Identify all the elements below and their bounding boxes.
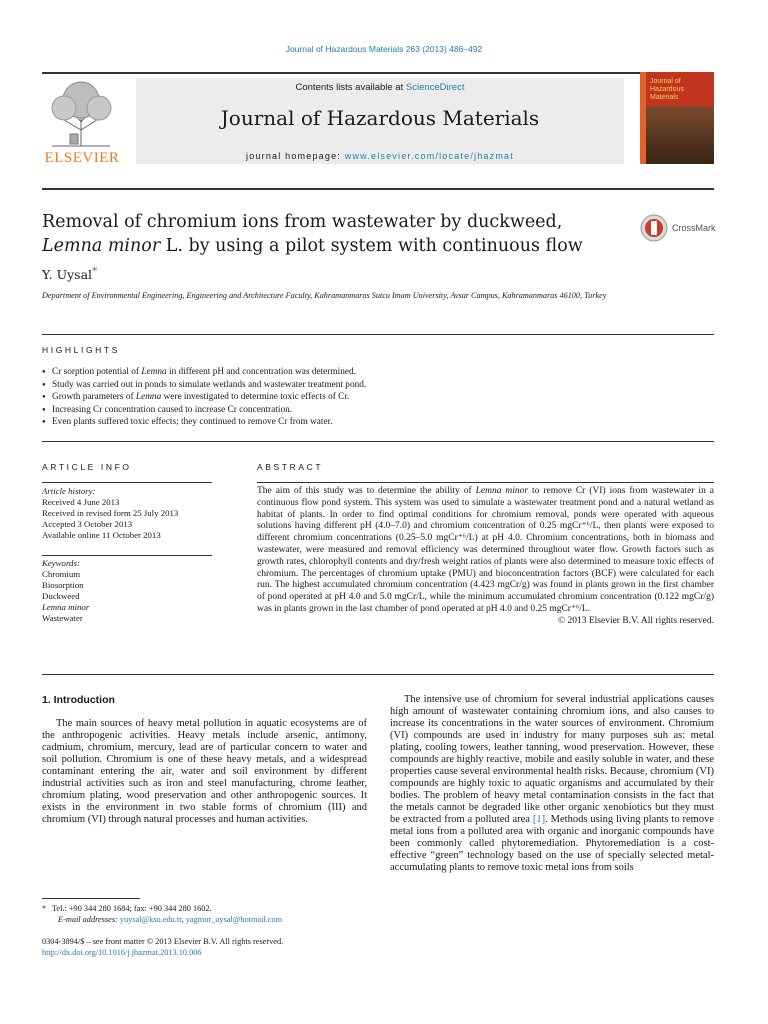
abstract-text: The aim of this study was to determine the ability of Lemna minor to remove Cr (VI) ions from wastewater in a continuous flow pond system. This system was used to simulate a wastewater treatment pond and a natural wetland as habitat of plants. In order to find optimal conditions for chromium removal, ponds were operated with aqueous solutions having different pH (4.0–7.0) and chromium concentration of 0.25 mgCr⁺⁶/L, then plants were exposed to different chromium concentrations (0.25–5.0 mgCr⁺⁶/L) at pH 4.0. Chromium concentrations, both in biomass and wastewater, were measured and removal efficiency was determined throughout water flow. Growth factors such as growth rates, chlorophyll contents and dry/fresh weight ratios of plants were also determined to measure toxic effects of chromium. The percentages of chromium uptake (PMU) and bioconcentration factors (BCF) were calculated for each run. The highest accumulated chromium concentration (4.423 mgCr/g) was found in plants grown in the first chamber of pond operated at pH 4.0 and 5.0 mgCr/L, while the minimum accumulated chromium concentration (0.122 mgCr/g) was in plants grown in the last chamber of pond operated at pH 4.0 and 0.25 mgCr⁺⁶/L. (257, 486, 714, 614)
highlights-rule (42, 441, 714, 442)
highlight-item: ● Growth parameters of Lemna were investigated to determine toxic effects of Cr. (42, 391, 712, 404)
intro-paragraph-1 (42, 718, 367, 826)
reference-1-link[interactable]: [1] (532, 814, 546, 825)
bottom-info (42, 936, 372, 958)
email-label: E-mail addresses: (58, 915, 120, 924)
abstract-bottom-rule (42, 674, 714, 675)
keywords-rule (42, 555, 212, 556)
author-name: Y. Uysal (42, 267, 93, 283)
crossmark-button[interactable] (640, 214, 720, 244)
title-line-2 (42, 234, 622, 258)
cover-image (640, 106, 714, 164)
contents-prefix: Contents lists available at (295, 82, 406, 93)
abstract-rule (257, 482, 714, 483)
intro-para2-text-a: The intensive use of chromium for several industrial applications causes high amount of wastewater containing chromium ions, and also causes to increase its concentrations in the water sources of environment. Chromium (VI) compounds are used in industry for many purposes suh as: metal plating, cooling towers, leather tanning, wood preservation. However, these compounds are highly reactive, mobile and easily soluble in water, and these properties cause several environmental health risks. Because, chromium (VI) compounds are highly toxic to aquatic organisms and accumulated by their bodies. The problem of heavy metal contamination consists in the fact that the metals cannot be degraded like other organic xenobiotics but they must be extracted from a polluted area (390, 694, 714, 825)
footnote-rule (42, 898, 140, 899)
abstract-heading: ABSTRACT (257, 462, 324, 472)
crossmark-icon (640, 214, 668, 242)
history-accepted: Accepted 3 October 2013 (42, 519, 133, 529)
history-received: Received 4 June 2013 (42, 497, 120, 507)
abstract-copyright: © 2013 Elsevier B.V. All rights reserved. (557, 615, 714, 626)
doi-link[interactable]: http://dx.doi.org/10.1016/j.jhazmat.2013.10.006 (42, 948, 202, 957)
author-affiliation: Department of Environmental Engineering, Engineering and Architecture Faculty, Kahramanmaras Sutcu Imam University, Avsar Campus, Kahramanmaras 46100, Turkey (42, 291, 607, 300)
article-info-heading: ARTICLE INFO (42, 462, 132, 472)
journal-cover-thumbnail[interactable] (640, 72, 714, 164)
highlight-item: ● Study was carried out in ponds to simulate wetlands and wastewater treatment pond. (42, 379, 712, 392)
title-line-2-rest: L. by using a pilot system with continuous flow (160, 236, 583, 256)
article-title (42, 210, 622, 258)
article-info-rule (42, 482, 212, 483)
sciencedirect-link[interactable]: ScienceDirect (405, 82, 465, 93)
highlights-list (42, 366, 712, 429)
intro-para1-text: The main sources of heavy metal pollution in aquatic ecosystems are of the anthropogenic activities. Heavy metals include arsenic, antimony, cadmium, chromium, mercury, lead are of particular concern to water and soil pollution. Chromium is one of these heavy metals, and a widespread contaminant entering the air, water and soil environment by different industrial activities such as iron and steel manufacturing, chrome leather, chromium plating, wood preservation and other anthropogenic sources. It exists in the environment in two stable forms of chromium (III) and chromium (VI) through natural processes and human activities. (42, 718, 367, 825)
keyword-item: Biosorption (42, 580, 84, 590)
crossmark-label: CrossMark (672, 223, 716, 233)
highlight-item: ● Even plants suffered toxic effects; they continued to remove Cr from water. (42, 416, 712, 429)
article-history (42, 486, 212, 541)
title-line-1: Removal of chromium ions from wastewater by duckweed, (42, 212, 563, 232)
author-footnote-mark[interactable]: * (92, 265, 98, 277)
issn-line: 0304-3894/$ – see front matter © 2013 Elsevier B.V. All rights reserved. (42, 937, 284, 946)
highlight-item: ● Increasing Cr concentration caused to increase Cr concentration. (42, 404, 712, 417)
footnote-mark: * (42, 904, 47, 913)
header-bottom-rule (42, 188, 714, 190)
intro-para2-text-b: . Methods using living plants to remove metal ions from a polluted area with organic and inorganic compounds have been commonly called phytoremediation. Phytoremediation is a cost-effective “green” technology based on the use of specially selected metal-accumulating plants to remove toxic metal ions from soils (390, 814, 714, 873)
footnote-email-line (42, 914, 372, 925)
homepage-link[interactable]: www.elsevier.com/locate/jhazmat (344, 151, 514, 161)
keyword-item: Duckweed (42, 591, 80, 601)
introduction-heading: 1. Introduction (42, 694, 115, 706)
affiliation-rule (42, 334, 714, 335)
cover-title: Journal of Hazardous Materials (650, 78, 684, 101)
history-online: Available online 11 October 2013 (42, 530, 161, 540)
author-line (42, 265, 97, 282)
header-top-rule (42, 72, 714, 74)
keywords-label: Keywords: (42, 558, 80, 568)
contents-line (136, 82, 624, 93)
cover-spine (640, 72, 646, 164)
intro-paragraph-2 (390, 694, 714, 874)
abstract-body (257, 486, 714, 628)
footnote (42, 903, 372, 925)
email-link-1[interactable]: yuysal@ksu.edu.tr (119, 915, 182, 924)
journal-citation[interactable]: Journal of Hazardous Materials 263 (2013) 486–492 (285, 44, 483, 54)
title-species: Lemna minor (42, 236, 161, 256)
highlight-item: ● Cr sorption potential of Lemna in different pH and concentration was determined. (42, 366, 712, 379)
keyword-item: Wastewater (42, 613, 83, 623)
elsevier-wordmark: ELSEVIER (44, 150, 120, 166)
homepage-prefix: journal homepage: (246, 151, 345, 161)
highlights-heading: HIGHLIGHTS (42, 345, 120, 355)
email-link-2[interactable]: yagmur_uysal@hotmail.com (185, 915, 283, 924)
keyword-item: Lemna minor (42, 602, 90, 612)
keywords-block (42, 558, 212, 624)
article-history-label: Article history: (42, 486, 96, 496)
journal-title: Journal of Hazardous Materials (220, 106, 540, 130)
journal-homepage-line (136, 151, 624, 161)
history-revised: Received in revised form 25 July 2013 (42, 508, 179, 518)
footnote-contact: Tel.: +90 344 280 1684; fax: +90 344 280 1602. (51, 904, 212, 913)
keyword-item: Chromium (42, 569, 81, 579)
footnote-contact-line (42, 903, 372, 914)
email-separator: , (181, 915, 186, 924)
